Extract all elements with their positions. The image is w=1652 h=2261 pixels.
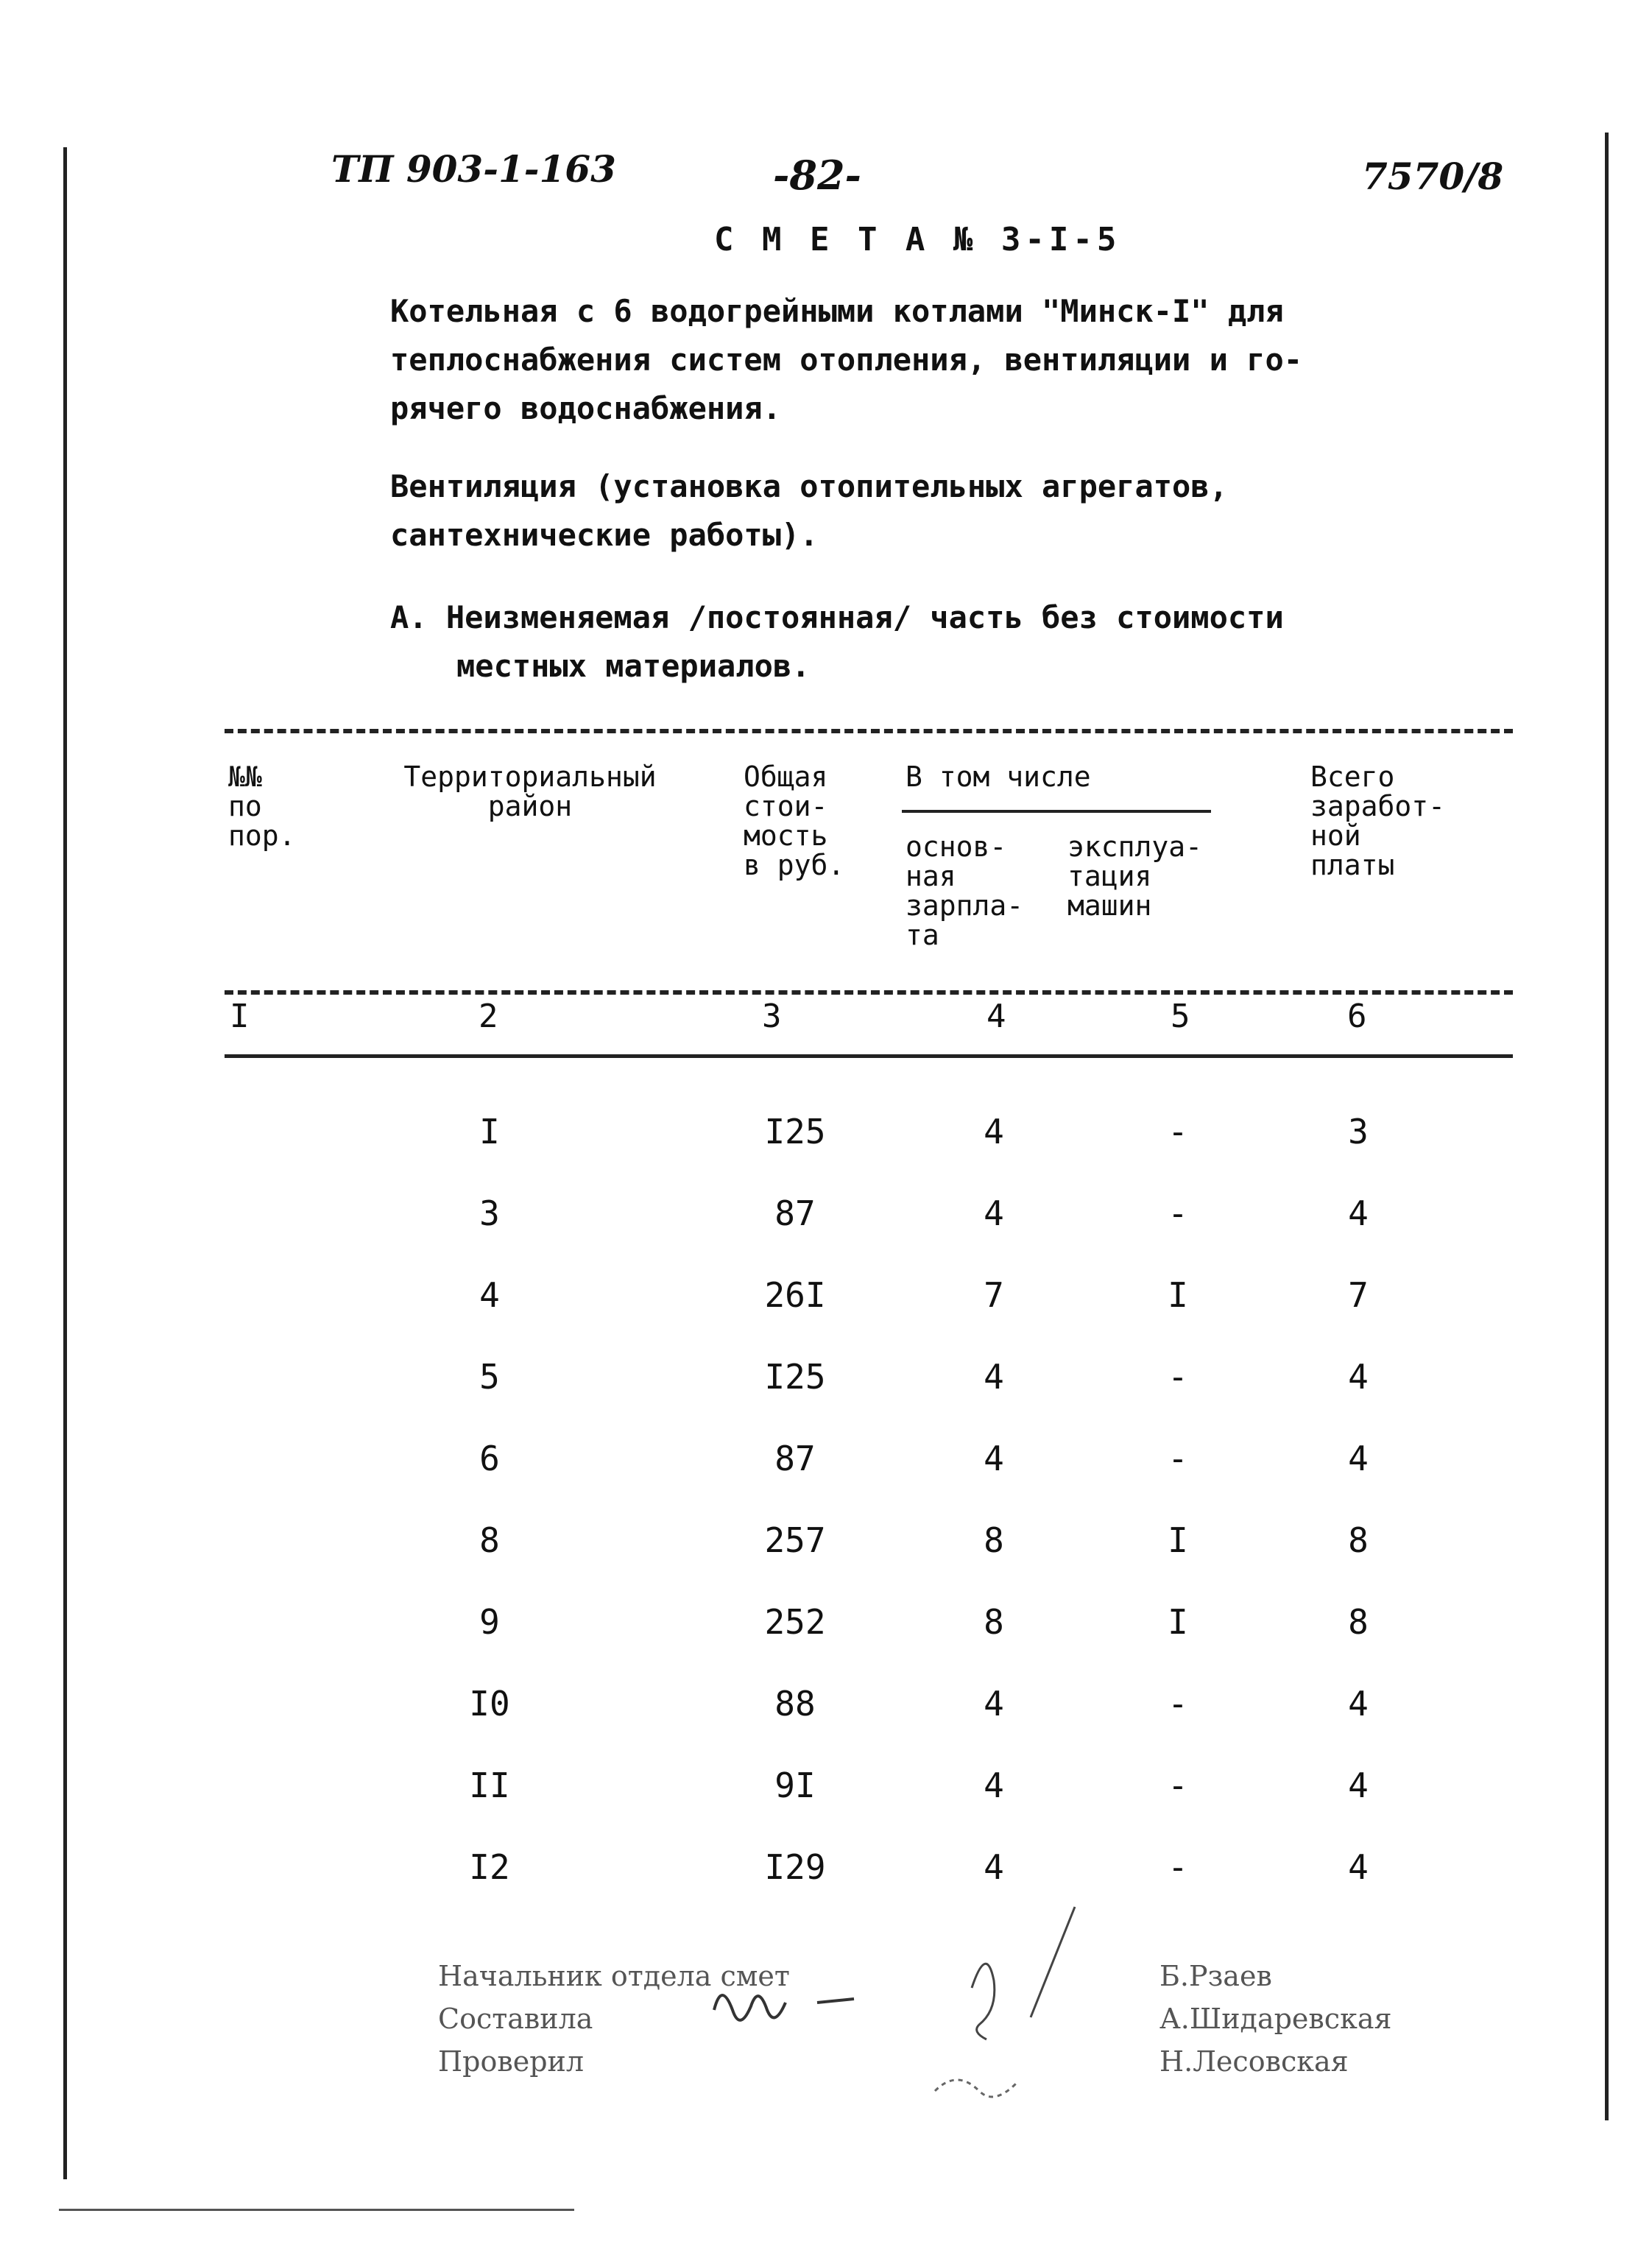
cell-region: 5 xyxy=(479,1357,500,1397)
cell-machines: - xyxy=(1168,1357,1188,1397)
table-row xyxy=(0,1602,1652,1683)
signature-scrawl xyxy=(972,1964,995,2039)
cell-all-wages: 4 xyxy=(1348,1439,1369,1478)
cell-salary: 4 xyxy=(984,1847,1004,1887)
header-region: Территориальный район xyxy=(403,761,657,822)
cell-total: 87 xyxy=(774,1439,816,1478)
cell-total: I25 xyxy=(764,1357,826,1397)
cell-machines: - xyxy=(1168,1766,1188,1805)
signature-scrawl xyxy=(817,1999,854,2003)
cell-salary: 7 xyxy=(984,1275,1004,1315)
cell-all-wages: 4 xyxy=(1348,1193,1369,1233)
cell-salary: 4 xyxy=(984,1766,1004,1805)
cell-region: 6 xyxy=(479,1439,500,1478)
column-number: I xyxy=(230,998,250,1035)
cell-machines: I xyxy=(1168,1275,1188,1315)
cell-machines: - xyxy=(1168,1112,1188,1151)
section-line: сантехнические работы). xyxy=(390,517,819,553)
page-number: -82- xyxy=(773,152,861,199)
handwritten-signatures xyxy=(692,1900,1134,2142)
header-group-rule xyxy=(902,810,1211,813)
cell-machines: - xyxy=(1168,1193,1188,1233)
header-row-number: №№ по пор. xyxy=(228,761,296,852)
cell-region: I2 xyxy=(469,1847,510,1887)
signature-role: Составила xyxy=(438,2003,593,2035)
cell-region: I xyxy=(479,1112,500,1151)
column-number: 6 xyxy=(1347,998,1367,1035)
cell-region: I0 xyxy=(469,1684,510,1724)
signature-role: Проверил xyxy=(438,2045,585,2078)
header-bottom-rule xyxy=(225,990,1513,995)
cell-total: 87 xyxy=(774,1193,816,1233)
cell-region: 4 xyxy=(479,1275,500,1315)
object-description xyxy=(390,287,1494,433)
column-number: 2 xyxy=(479,998,498,1035)
column-number: 3 xyxy=(762,998,782,1035)
table-row xyxy=(0,1112,1652,1193)
table-row xyxy=(0,1357,1652,1438)
cell-machines: I xyxy=(1168,1602,1188,1642)
header-total-cost: Общая стои- мость в руб. xyxy=(744,761,845,881)
cell-salary: 8 xyxy=(984,1520,1004,1560)
signature-name: Н.Лесовская xyxy=(1159,2045,1349,2078)
column-number: 5 xyxy=(1171,998,1190,1035)
description-line: Котельная с 6 водогрейными котлами "Минск-I" для xyxy=(390,293,1284,329)
signature-scrawl xyxy=(714,1995,786,2020)
table-row xyxy=(0,1520,1652,1601)
header-group-including: В том числе xyxy=(906,761,1091,793)
cell-all-wages: 4 xyxy=(1348,1684,1369,1724)
description-line: рячего водоснабжения. xyxy=(390,390,782,426)
cell-machines: - xyxy=(1168,1439,1188,1478)
header-machine-operation: эксплуа- тация машин xyxy=(1067,830,1203,922)
table-row xyxy=(0,1275,1652,1356)
cell-salary: 4 xyxy=(984,1684,1004,1724)
signature-name: Б.Рзаев xyxy=(1159,1960,1272,1992)
header-base-salary: основ- ная зарпла- та xyxy=(906,830,1024,951)
cell-total: 252 xyxy=(764,1602,826,1642)
cell-machines: - xyxy=(1168,1684,1188,1724)
cell-all-wages: 4 xyxy=(1348,1766,1369,1805)
sheet-reference: 7570/8 xyxy=(1362,155,1504,198)
signature-scrawl xyxy=(935,2080,1016,2097)
section-description xyxy=(390,462,1494,560)
header-total-wages: Всего заработ- ной платы xyxy=(1310,761,1446,881)
cell-region: 9 xyxy=(479,1602,500,1642)
cell-total: 257 xyxy=(764,1520,826,1560)
section-line: Вентиляция (установка отопительных агрегатов, xyxy=(390,468,1228,504)
document-code: ТП 903-1-163 xyxy=(331,147,616,191)
cell-total: 9I xyxy=(774,1766,816,1805)
cell-salary: 8 xyxy=(984,1602,1004,1642)
cell-region: 8 xyxy=(479,1520,500,1560)
scan-artifact-line xyxy=(59,2209,574,2211)
cell-machines: I xyxy=(1168,1520,1188,1560)
cell-total: 88 xyxy=(774,1684,816,1724)
signature-role: Начальник отдела смет xyxy=(438,1960,790,1992)
cell-total: I29 xyxy=(764,1847,826,1887)
cell-region: II xyxy=(469,1766,510,1805)
cell-all-wages: 3 xyxy=(1348,1112,1369,1151)
cell-machines: - xyxy=(1168,1847,1188,1887)
signature-names xyxy=(1159,1955,1391,2083)
cell-salary: 4 xyxy=(984,1357,1004,1397)
table-row xyxy=(0,1439,1652,1520)
part-line: местных материалов. xyxy=(456,648,811,684)
cell-region: 3 xyxy=(479,1193,500,1233)
cell-salary: 4 xyxy=(984,1193,1004,1233)
column-number: 4 xyxy=(986,998,1006,1035)
table-row xyxy=(0,1684,1652,1765)
table-row xyxy=(0,1766,1652,1846)
cell-all-wages: 4 xyxy=(1348,1357,1369,1397)
table-top-rule xyxy=(225,729,1513,733)
cell-salary: 4 xyxy=(984,1439,1004,1478)
cell-all-wages: 8 xyxy=(1348,1520,1369,1560)
cell-total: I25 xyxy=(764,1112,826,1151)
cell-salary: 4 xyxy=(984,1112,1004,1151)
signature-scrawl xyxy=(1031,1907,1075,2017)
cell-all-wages: 7 xyxy=(1348,1275,1369,1315)
cell-all-wages: 4 xyxy=(1348,1847,1369,1887)
cell-total: 26I xyxy=(764,1275,826,1315)
signature-name: А.Шидаревская xyxy=(1159,2003,1392,2035)
part-line: А. Неизменяемая /постоянная/ часть без стоимости xyxy=(390,599,1284,635)
column-numbers-rule xyxy=(225,1054,1513,1058)
table-row xyxy=(0,1193,1652,1274)
description-line: теплоснабжения систем отопления, вентиляции и го- xyxy=(390,342,1303,378)
cell-all-wages: 8 xyxy=(1348,1602,1369,1642)
estimate-title: С М Е Т А № 3-I-5 xyxy=(714,221,1121,258)
part-description xyxy=(390,593,1494,691)
